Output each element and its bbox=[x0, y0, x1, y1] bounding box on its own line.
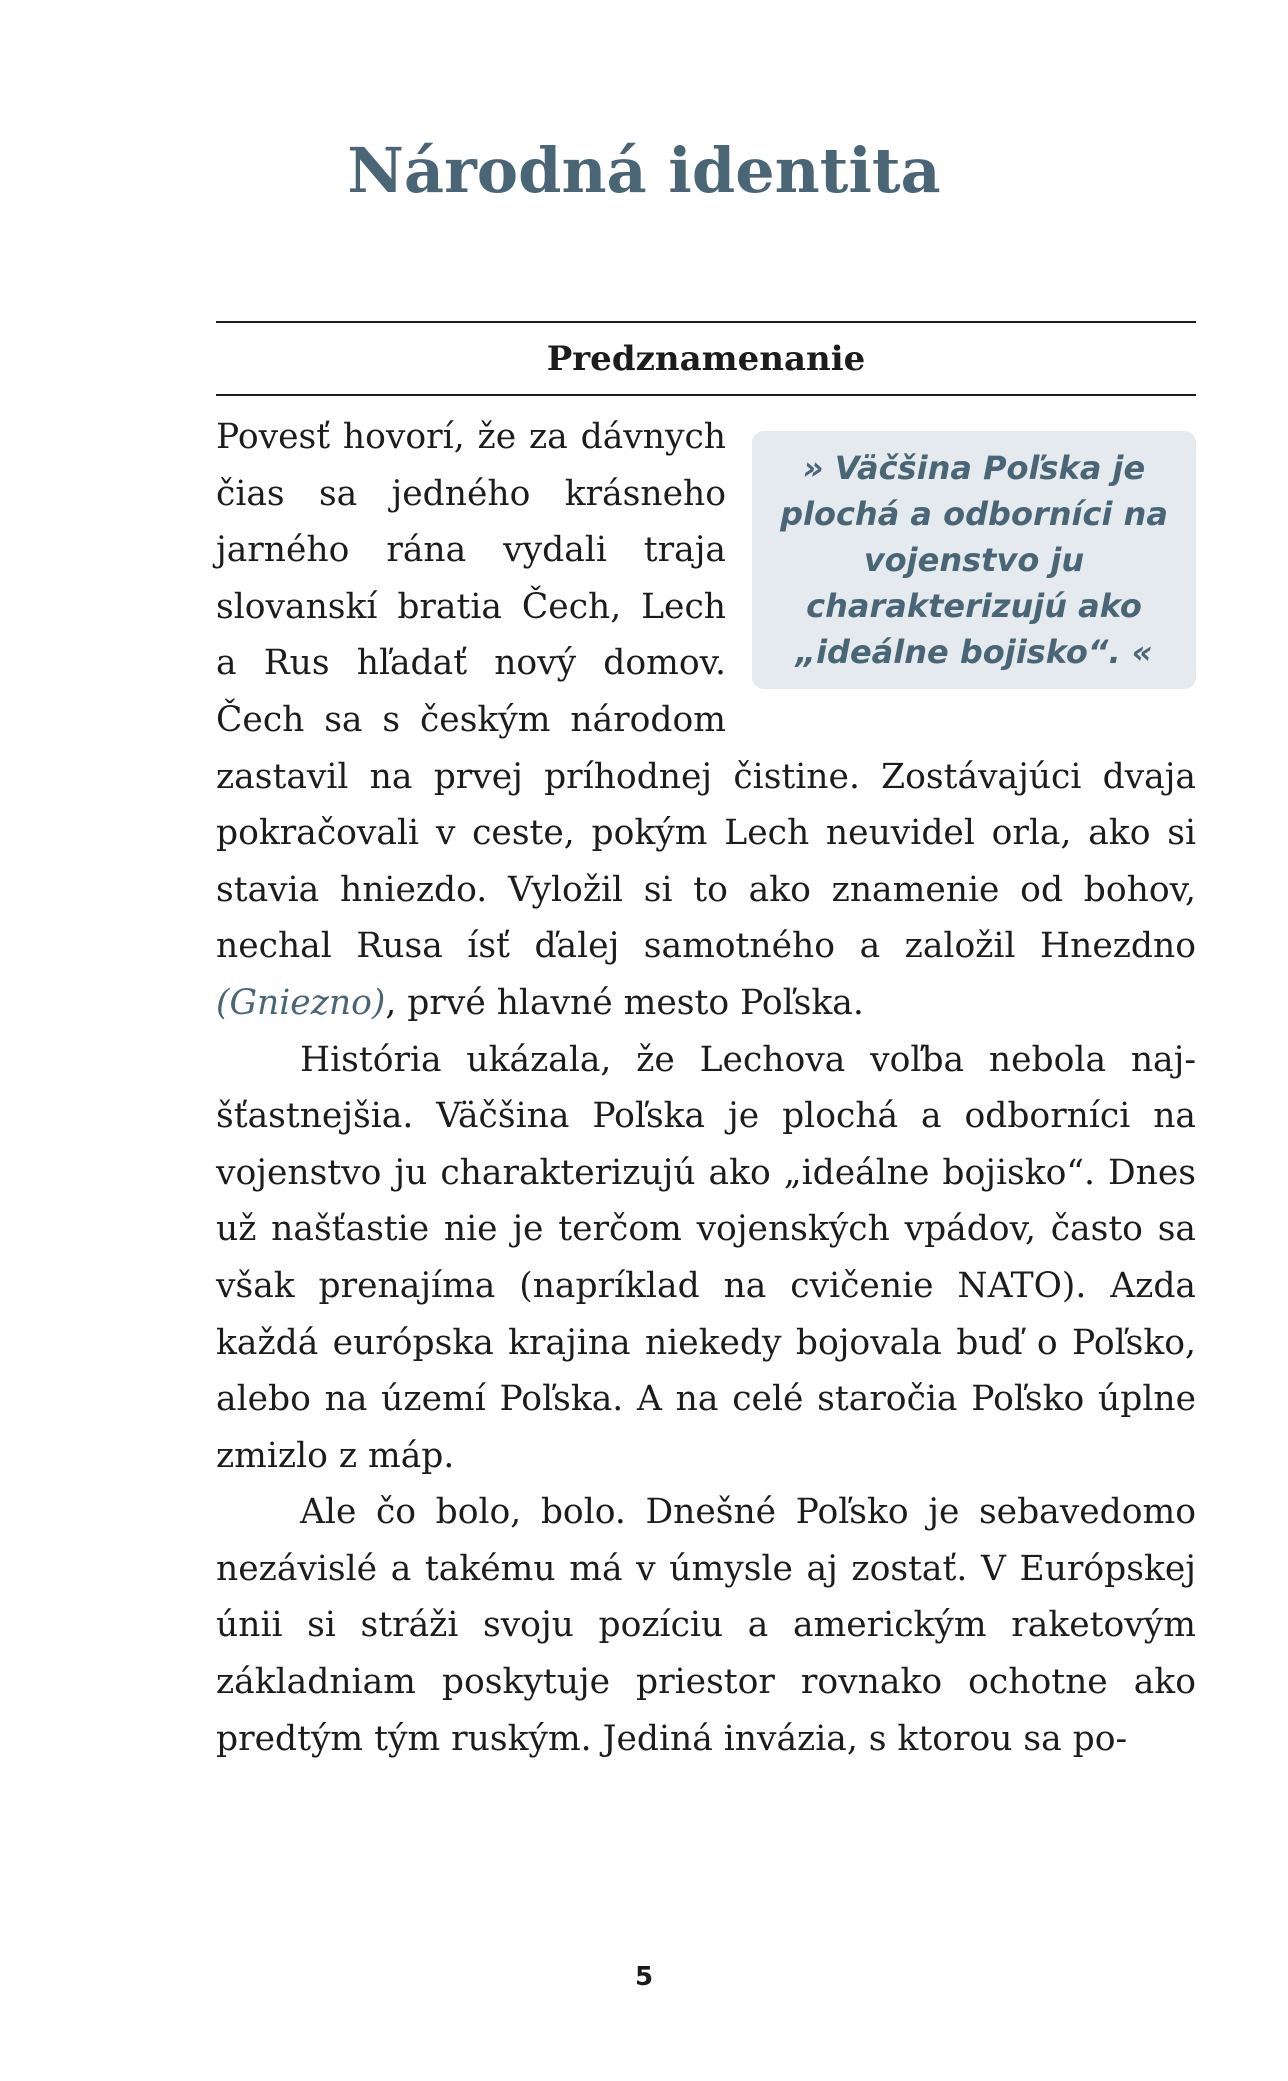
paragraph-2: História ukázala, že Lechova voľba nebola najšťastnejšia. Väčšina Poľska je plochá a odborníci na vojenstvo ju charakterizujú ako „ideálne bojisko“. Dnes už našťastie nie je terčom vojenských vpádov, často sa však prenajíma (napríklad na cvičenie NATO). Azda každá európska krajina niekedy bojovala buď o Poľsko, alebo na území Poľska. A na celé staročia Poľsko úplne zmizlo z máp. bbox=[216, 1039, 1196, 1476]
paragraph-3: Ale čo bolo, bolo. Dnešné Poľsko je sebavedomo nezávislé a takému má v úmysle aj zostať. V Európskej únii si stráži svoju pozíciu a americkým raketovým základniam poskytuje priestor rovnako ochotne ako predtým tým ruským. Jediná invázia, s ktorou sa po- bbox=[216, 1492, 1196, 1759]
latin-name: (Gniezno) bbox=[216, 982, 386, 1023]
section-rule-top bbox=[216, 321, 1196, 323]
pullquote: » Väčšina Poľska je plochá a odborníci na vojenstvo ju charakterizujú ako „ideálne bojisko“. « bbox=[752, 431, 1196, 689]
chapter-title: Národná identita bbox=[347, 134, 941, 207]
body-text bbox=[216, 409, 1196, 1767]
section-title: Predznamenanie bbox=[546, 339, 866, 379]
section-rule-bottom bbox=[216, 394, 1196, 396]
page-number: 5 bbox=[634, 1962, 654, 1992]
paragraph-1-text: Povesť hovorí, že za dávnych čias sa jedného krásneho jarného rána vydali traja slovanskí bratia Čech, Lech a Rus hľadať nový domov. Čech sa s českým národom zastavil na prvej príhodnej čistine. Zostávajúci dvaja pokračovali v ceste, pokým Lech neuvidel orla, ako si stavia hniezdo. Vyložil si to ako znamenie od bohov, nechal Rusa ísť ďalej samotného a založil Hnezdno bbox=[216, 417, 1196, 967]
paragraph-1-end: , prvé hlavné mesto Poľska. bbox=[385, 982, 864, 1023]
